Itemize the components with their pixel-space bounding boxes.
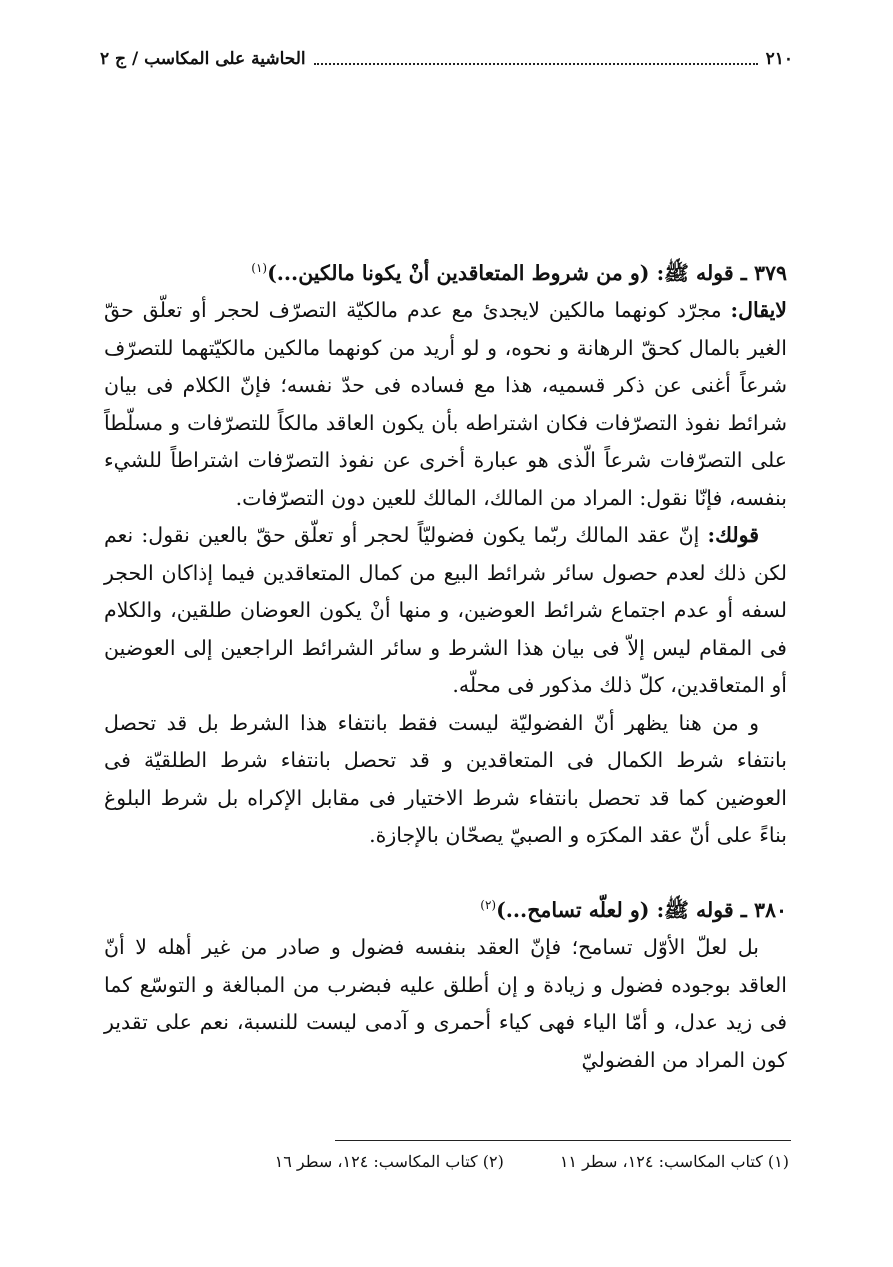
- paragraph: [104, 517, 787, 705]
- section-heading: [104, 250, 787, 292]
- main-content: [104, 250, 787, 1079]
- paragraph-text: مجرّد كونهما مالكين لايجدئ مع عدم مالكيّة التصرّف لحجر أو تعلّق حقّ الغير بالمال كحقّ الرهانة و نحوه، و لو أريد من كونهما مالكين مالكيّتهما للتصرّف شرعاً أغنى عن ذكر قسميه، هذا مع فساده فى حدّ نفسه؛ فإنّ الكلام فى بيان شرائط نفوذ التصرّفات فكان اشتراطه بأن يكون العاقد مالكاً للتصرّفات و مسلّطاً على التصرّفات شرعاً الّذى هو عبارة أخرى عن نفوذ التصرّفات اشتراطاً للشيء بنفسه، فإنّا نقول: المراد من المالك، المالك للعين دون التصرّفات.: [104, 298, 787, 510]
- header-dot-leader: [314, 53, 758, 65]
- page-number: ٢١٠: [765, 49, 793, 69]
- paragraph: [104, 292, 787, 517]
- footnote-ref: (١): [251, 261, 268, 275]
- section-heading-text: ٣٧٩ ـ قوله ﷺ: (و من شروط المتعاقدين أنْ يكونا مالكين...): [267, 260, 787, 285]
- section-heading: [104, 887, 787, 929]
- paragraph-text: بل لعلّ الأوّل تسامح؛ فإنّ العقد بنفسه فضول و صادر من غير أهله لا أنّ العاقد بوجوده فضول و زيادة و إن أطلق عليه فبضرب من المبالغة و التوسّع كما فى زيد عدل، و أمّا الياء فهى كياء أحمرى و آدمى ليست للنسبة، نعم على تقدير كون المراد من الفضوليّ: [104, 935, 787, 1072]
- paragraph-text: و من هنا يظهر أنّ الفضوليّة ليست فقط بانتفاء هذا الشرط بل قد تحصل بانتفاء شرط الكمال فى المتعاقدين و قد تحصل بانتفاء شرط الطلقيّة فى العوضين كما قد تحصل بانتفاء شرط الاختيار فى مقابل الإكراه بل شرط البلوغ بناءً على أنّ عقد المكرَه و الصبيّ يصحّان بالإجازة.: [104, 710, 787, 848]
- running-title: الحاشية على المكاسب / ج ٢: [100, 49, 306, 69]
- footnote-ref: (٢): [480, 897, 497, 912]
- page-header: [100, 44, 793, 74]
- footnote-item: (١) كتاب المكاسب: ١٢٤، سطر ١١: [559, 1152, 789, 1171]
- section-heading-text: ٣٨٠ ـ قوله ﷺ: (و لعلّه تسامح...): [496, 897, 787, 922]
- paragraph: [104, 929, 787, 1079]
- footnote-item: (٢) كتاب المكاسب: ١٢٤، سطر ١٦: [274, 1152, 504, 1171]
- paragraph-text: إنّ عقد المالك ربّما يكون فضوليّاً لحجر أو تعلّق حقّ بالعين نقول: نعم لكن ذلك لعدم حصول سائر شرائط البيع من كمال المتعاقدين فيما إذاكان الحجر لسفه أو عدم اجتماع شرائط العوضين، و منها أنْ يكون العوضان طلقين، والكلام فى المقام ليس إلاّ فى بيان هذا الشرط و سائر الشرائط الراجعين إلى العوضين أو المتعاقدين، كلّ ذلك مذكور فى محلّه.: [104, 523, 787, 698]
- paragraph: [104, 705, 787, 855]
- footnote-separator: [335, 1140, 791, 1141]
- paragraph-lead: لايقال:: [730, 298, 787, 323]
- paragraph-lead: قولك:: [707, 523, 759, 548]
- footnotes: [189, 1152, 789, 1171]
- section-gap: [104, 855, 787, 887]
